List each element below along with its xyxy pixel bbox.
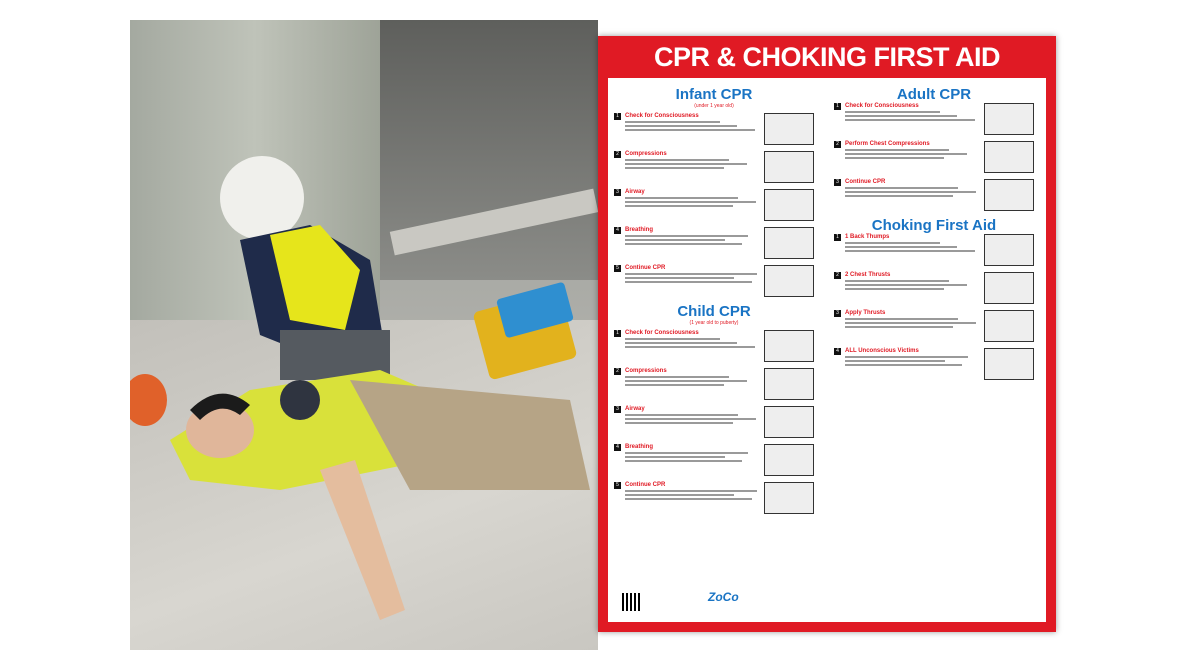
infant-sub: (under 1 year old): [694, 103, 734, 109]
illustration: [984, 179, 1034, 211]
rescuers-figure: [130, 20, 598, 650]
poster-left-column: [614, 86, 814, 520]
step-number: 4: [614, 227, 621, 234]
cpr-poster: [598, 36, 1056, 632]
section-heading: Check for Consciousness: [845, 103, 919, 109]
poster-section: [614, 265, 814, 297]
poster-section: [834, 310, 1034, 342]
section-heading: Compressions: [625, 368, 667, 374]
illustration: [764, 482, 814, 514]
step-number: 5: [614, 265, 621, 272]
section-heading: Continue CPR: [845, 179, 886, 185]
illustration: [984, 141, 1034, 173]
section-heading: ALL Unconscious Victims: [845, 348, 919, 354]
poster-section: [834, 234, 1034, 266]
section-heading: Check for Consciousness: [625, 113, 699, 119]
section-heading: Apply Thrusts: [845, 310, 886, 316]
step-number: 1: [614, 330, 621, 337]
step-number: 2: [834, 141, 841, 148]
poster-section: [614, 368, 814, 400]
illustration: [764, 406, 814, 438]
workplace-cpr-photo: [130, 20, 598, 650]
illustration: [764, 113, 814, 145]
step-number: 3: [614, 189, 621, 196]
step-number: 1: [834, 234, 841, 241]
poster-section: [834, 103, 1034, 135]
step-number: 1: [834, 103, 841, 110]
poster-section: [834, 141, 1034, 173]
illustration: [764, 227, 814, 259]
poster-section: [614, 151, 814, 183]
poster-section: [614, 227, 814, 259]
illustration: [984, 272, 1034, 304]
illustration: [764, 368, 814, 400]
infant-cpr-heading: Infant CPR: [675, 86, 753, 103]
section-heading: Continue CPR: [625, 265, 666, 271]
poster-section: [834, 272, 1034, 304]
step-number: 3: [614, 406, 621, 413]
poster-section: [614, 444, 814, 476]
child-cpr-heading: Child CPR: [677, 303, 751, 320]
poster-right-column: [834, 86, 1034, 386]
section-heading: Compressions: [625, 151, 667, 157]
step-number: 2: [614, 151, 621, 158]
step-number: 1: [614, 113, 621, 120]
section-heading: Airway: [625, 406, 645, 412]
step-number: 3: [834, 310, 841, 317]
illustration: [984, 310, 1034, 342]
section-heading: Airway: [625, 189, 645, 195]
step-number: 5: [614, 482, 621, 489]
illustration: [764, 330, 814, 362]
poster-section: [614, 113, 814, 145]
poster-section: [614, 482, 814, 514]
step-number: 2: [614, 368, 621, 375]
section-heading: 1 Back Thumps: [845, 234, 890, 240]
section-heading: Breathing: [625, 444, 654, 450]
step-number: 4: [834, 348, 841, 355]
step-number: 4: [614, 444, 621, 451]
poster-section: [834, 348, 1034, 380]
poster-body: [608, 78, 1046, 622]
step-number: 2: [834, 272, 841, 279]
illustration: [984, 234, 1034, 266]
section-heading: 2 Chest Thrusts: [845, 272, 891, 278]
zoco-logo: ZoCo: [708, 590, 739, 604]
section-heading: Check for Consciousness: [625, 330, 699, 336]
child-sub: (1 year old to puberty): [689, 320, 739, 326]
adult-cpr-heading: Adult CPR: [896, 86, 972, 103]
illustration: [984, 103, 1034, 135]
qr-code: [622, 593, 640, 611]
section-heading: Breathing: [625, 227, 654, 233]
section-heading: Perform Chest Compressions: [845, 141, 930, 147]
step-number: 3: [834, 179, 841, 186]
poster-section: [614, 330, 814, 362]
section-heading: Continue CPR: [625, 482, 666, 488]
illustration: [764, 151, 814, 183]
illustration: [764, 189, 814, 221]
poster-title: CPR & CHOKING FIRST AID: [654, 42, 1000, 72]
poster-section: [614, 406, 814, 438]
choking-heading: Choking First Aid: [871, 217, 997, 234]
illustration: [764, 444, 814, 476]
poster-section: [614, 189, 814, 221]
poster-section: [834, 179, 1034, 211]
illustration: [764, 265, 814, 297]
illustration: [984, 348, 1034, 380]
